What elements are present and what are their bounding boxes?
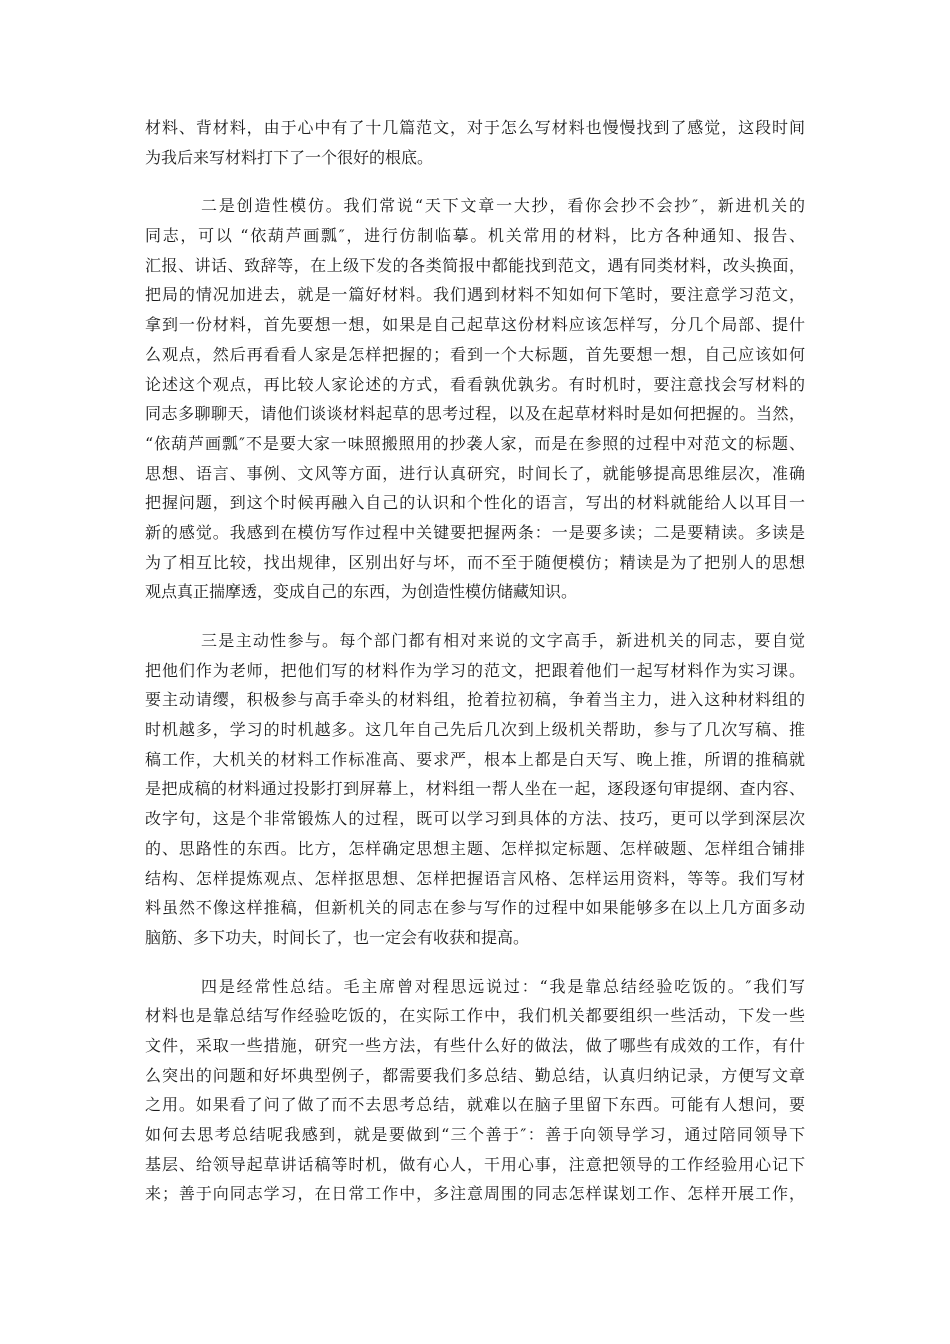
text-line: 同志，可以 “依葫芦画瓢″，进行仿制临摹。机关常用的材料，比方各种通知、报告、: [145, 226, 805, 246]
text-line: 为我后来写材料打下了一个很好的根底。: [145, 147, 434, 167]
text-line: 拿到一份材料，首先要想一想，如果是自己起草这份材料应该怎样写，分几个局部、提什: [145, 315, 805, 335]
text-line: 改字句，这是个非常锻炼人的过程，既可以学习到具体的方法、技巧，更可以学到深层次: [145, 809, 805, 829]
paragraph-2: [145, 191, 805, 607]
text-line: 是把成稿的材料通过投影打到屏幕上，材料组一帮人坐在一起，逐段逐句审提纲、查内容、: [145, 779, 805, 799]
text-line: 结构、怎样提炼观点、怎样抠思想、怎样把握语言风格、怎样运用资料，等等。我们写材: [145, 868, 805, 888]
text-line: 把他们作为老师，把他们写的材料作为学习的范文，把跟着他们一起写材料作为实习课。: [145, 660, 805, 680]
text-line: 材料、背材料，由于心中有了十几篇范文，对于怎么写材料也慢慢找到了感觉，这段时间: [145, 118, 805, 137]
text-line: 基层、给领导起草讲话稿等时机，做有心人，干用心事，注意把领导的工作经验用心记下: [145, 1154, 805, 1174]
text-line: 之用。如果看了问了做了而不去思考总结，就难以在脑子里留下东西。可能有人想问，要: [145, 1095, 805, 1115]
text-line: 四是经常性总结。毛主席曾对程思远说过：“我是靠总结经验吃饭的。″我们写: [201, 976, 805, 996]
paragraph-4: [145, 972, 805, 1210]
text-line: 把局的情况加进去，就是一篇好材料。我们遇到材料不知如何下笔时，要注意学习范文，: [145, 285, 805, 305]
text-line: 论述这个观点，再比较人家论述的方式，看看孰优孰劣。有时机时，要注意找会写材料的: [145, 374, 805, 394]
text-line: 么突出的问题和好坏典型例子，都需要我们多总结、勤总结，认真归纳记录，方便写文章: [145, 1065, 805, 1085]
text-line: 来；善于向同志学习，在日常工作中，多注意周围的同志怎样谋划工作、怎样开展工作，: [145, 1184, 805, 1204]
text-line: 把握问题，到这个时候再融入自己的认识和个性化的语言，写出的材料就能给人以耳目一: [145, 493, 805, 513]
text-line: 观点真正揣摩透，变成自己的东西，为创造性模仿储藏知识。: [145, 582, 578, 602]
text-line: 思想、语言、事例、文风等方面，进行认真研究，时间长了，就能够提高思维层次，准确: [145, 463, 805, 483]
text-line: 的、思路性的东西。比方，怎样确定思想主题、怎样拟定标题、怎样破题、怎样组合铺排: [145, 838, 805, 858]
text-line: 为了相互比较，找出规律，区别出好与坏，而不至于随便模仿；精读是为了把别人的思想: [145, 552, 805, 572]
text-line: 么观点，然后再看看人家是怎样把握的；看到一个大标题，首先要想一想，自己应该如何: [145, 344, 805, 364]
text-line: 材料也是靠总结写作经验吃饭的，在实际工作中，我们机关都要组织一些活动，下发一些: [145, 1006, 805, 1026]
text-line: 要主动请缨，积极参与高手牵头的材料组，抢着拉初稿，争着当主力，进入这种材料组的: [145, 690, 805, 710]
paragraph-1: [145, 113, 805, 172]
document-page: [145, 113, 805, 1228]
paragraph-3: [145, 626, 805, 953]
text-line: 时机越多，学习的时机越多。这几年自己先后几次到上级机关帮助，参与了几次写稿、推: [145, 720, 805, 740]
text-line: “依葫芦画瓢″不是要大家一味照搬照用的抄袭人家，而是在参照的过程中对范文的标题、: [145, 433, 805, 453]
text-line: 二是创造性模仿。我们常说“天下文章一大抄，看你会抄不会抄″，新进机关的: [201, 196, 805, 216]
text-line: 汇报、讲话、致辞等，在上级下发的各类简报中都能找到范文，遇有同类材料，改头换面，: [145, 255, 805, 275]
text-line: 同志多聊聊天，请他们谈谈材料起草的思考过程，以及在起草材料时是如何把握的。当然，: [145, 404, 805, 424]
text-line: 三是主动性参与。每个部门都有相对来说的文字高手，新进机关的同志，要自觉: [201, 631, 805, 650]
text-line: 脑筋、多下功夫，时间长了，也一定会有收获和提高。: [145, 927, 530, 947]
text-line: 文件，采取一些措施，研究一些方法，有些什么好的做法，做了哪些有成效的工作，有什: [145, 1035, 805, 1055]
text-line: 稿工作，大机关的材料工作标准高、要求严，根本上都是白天写、晚上推，所谓的推稿就: [145, 749, 805, 769]
text-line: 如何去思考总结呢我感到，就是要做到“三个善于″：善于向领导学习，通过陪同领导下: [145, 1125, 805, 1144]
text-line: 新的感觉。我感到在模仿写作过程中关键要把握两条：一是要多读；二是要精读。多读是: [145, 522, 805, 542]
text-line: 料虽然不像这样推稿，但新机关的同志在参与写作的过程中如果能够多在以上几方面多动: [145, 898, 805, 918]
